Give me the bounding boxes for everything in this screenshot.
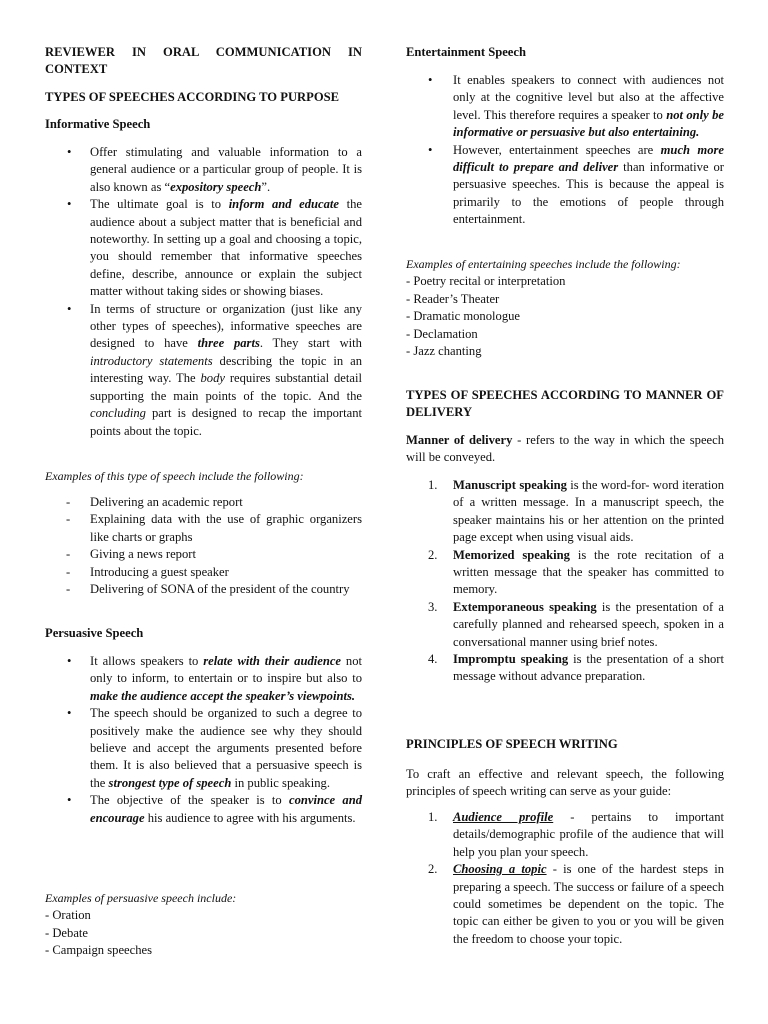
item-text: Delivering an academic report: [90, 495, 243, 509]
emphasized-text: introductory statements: [90, 353, 213, 368]
examples-label: [45, 468, 362, 485]
principles-intro: [406, 766, 724, 801]
title-text: REVIEWER IN ORAL COMMUNICATION IN CONTEXT: [45, 45, 362, 77]
purpose-heading: [45, 89, 362, 106]
informative-bullets: [45, 144, 362, 440]
text-run: It allows speakers to: [90, 654, 204, 668]
paragraph-text: [453, 548, 724, 597]
list-item: - Declamation: [406, 326, 478, 341]
number-marker: 1.: [428, 810, 438, 824]
heading-text: Persuasive Speech: [45, 626, 144, 640]
text-run: is the rote recitation of a written message that the speaker has committed to memory.: [453, 547, 725, 597]
emphasized-text: Impromptu speaking: [453, 652, 569, 667]
list-item: - Jazz chanting: [406, 344, 482, 359]
paragraph-text: [90, 793, 362, 824]
paragraph-text: [406, 766, 724, 801]
paragraph-text: [453, 862, 724, 946]
bullet-icon: •: [67, 654, 72, 668]
number-marker: 2.: [428, 862, 438, 877]
bullet-item: [406, 142, 724, 229]
bullet-item: [45, 144, 362, 196]
text-run: - refers to the way in which the speech will be conveyed.: [406, 433, 725, 465]
emphasized-text: concluding: [90, 406, 146, 421]
list-item: [406, 809, 724, 861]
emphasized-text: Choosing a topic: [453, 862, 547, 877]
bullet-icon: •: [67, 793, 72, 808]
informative-examples: [45, 494, 362, 598]
text-run: part is designed to recap the important points about the topic.: [90, 406, 362, 438]
principles-heading: [406, 736, 724, 753]
persuasive-examples: [45, 890, 362, 960]
bullet-icon: •: [428, 73, 433, 87]
number-marker: 4.: [428, 652, 438, 667]
heading-text: Informative Speech: [45, 117, 151, 131]
bullet-item: [406, 72, 724, 142]
text-run: is the word-for- word iteration of a written message. In a manuscript speech, the speaker maintains his or her attention on the printed page except when using visual aids.: [453, 478, 724, 545]
text-run: In terms of structure or organization (just like any other types of speeches), informative speeches are designed to have: [90, 301, 362, 351]
text-run: The objective of the speaker is to: [90, 793, 289, 808]
emphasized-text: Manner of delivery: [406, 433, 513, 447]
delivery-intro: [406, 432, 724, 467]
emphasized-text: expository speech: [170, 179, 262, 194]
paragraph-text: [453, 73, 724, 139]
delivery-list: [406, 477, 724, 686]
text-run: than informative or persuasive speeches. This is because the appeal is primarily to the emotions of people through entertainment.: [453, 160, 725, 227]
item-text: Delivering of SONA of the president of the country: [90, 582, 350, 597]
text-run: . They start with: [259, 336, 362, 351]
item-text: Explaining data with the use of graphic organizers like charts or graphs: [90, 512, 362, 544]
bullet-icon: •: [67, 706, 72, 721]
emphasized-text: Extemporaneous speaking: [453, 599, 597, 614]
dash-icon: -: [66, 512, 71, 527]
text-run: The ultimate goal is to: [90, 197, 229, 212]
list-item: [45, 581, 362, 598]
persuasive-bullets: [45, 653, 362, 827]
document-title: [45, 44, 362, 79]
list-item: - Poetry recital or interpretation: [406, 274, 566, 289]
emphasized-text: Memorized speaking: [453, 547, 570, 562]
paragraph-text: [453, 478, 724, 544]
entertainment-bullets: [406, 72, 724, 229]
item-text: Giving a news report: [90, 547, 196, 562]
emphasized-text: much more difficult to prepare and deliver: [453, 142, 724, 175]
bullet-item: [45, 653, 362, 705]
text-run: describing the topic in an interesting way. The: [90, 353, 363, 386]
heading-text: Entertainment Speech: [406, 45, 526, 59]
list-item: - Reader’s Theater: [406, 291, 500, 306]
emphasized-text: Audience profile: [453, 810, 554, 824]
paragraph-text: [453, 143, 724, 227]
delivery-heading: [406, 387, 724, 422]
emphasized-text: not only be informative or persuasive but also entertaining.: [453, 107, 725, 140]
persuasive-heading: [45, 625, 362, 642]
list-item: - Debate: [45, 925, 89, 940]
dash-icon: -: [66, 547, 71, 562]
paragraph-text: [90, 302, 362, 438]
dash-icon: -: [66, 495, 71, 509]
bullet-item: [45, 705, 362, 792]
number-marker: 3.: [428, 599, 438, 614]
list-item: [45, 546, 362, 563]
list-item: [45, 494, 362, 511]
emphasized-text: body: [200, 371, 225, 386]
examples-label-text: Examples of this type of speech include the following:: [45, 469, 304, 483]
text-run: The speech should be organized to such a degree to positively make the audience see why they should believe and accept the arguments presented before them. It is also believed that a persuasive speech is the: [90, 706, 362, 790]
text-run: requires substantial detail supporting the main points of the topic. And the: [90, 371, 362, 403]
emphasized-text: three parts: [197, 336, 260, 351]
list-item: [45, 511, 362, 546]
paragraph-text: [453, 600, 724, 649]
bullet-item: [45, 196, 362, 300]
text-run: - is one of the hardest steps in preparing a speech. The success or failure of a speech could sometimes be dependent on the topic. The topic can either be given to you or you will be given the freedom to choose your topic.: [453, 862, 724, 946]
list-item: - Oration: [45, 908, 91, 923]
paragraph-text: [90, 197, 362, 298]
text-run: his audience to agree with his arguments.: [144, 810, 356, 825]
paragraph-text: [90, 145, 362, 194]
list-item: [406, 547, 724, 599]
text-run: To craft an effective and relevant speech, the following principles of speech writing can serve as your guide:: [406, 767, 724, 799]
dash-icon: -: [66, 582, 71, 597]
emphasized-text: make the audience accept the speaker’s viewpoints.: [90, 688, 356, 703]
entertainment-heading: [406, 44, 724, 61]
number-marker: 1.: [428, 478, 438, 492]
examples-label-text: Examples of persuasive speech include:: [45, 891, 237, 905]
paragraph-text: [90, 654, 362, 703]
paragraph-text: [453, 810, 724, 859]
text-run: It enables speakers to connect with audiences not only at the cognitive level but also at the affective level. This therefore requires a speaker to: [453, 73, 724, 122]
emphasized-text: Manuscript speaking: [453, 478, 567, 492]
paragraph-text: [453, 652, 724, 683]
text-run: ”.: [261, 179, 271, 194]
list-item: [406, 477, 724, 547]
item-text: Introducing a guest speaker: [90, 564, 229, 579]
entertainment-examples: [406, 256, 724, 360]
dash-icon: -: [66, 564, 71, 579]
text-run: is the presentation of a carefully planned and rehearsed speech, spoken in a conversational manner using brief notes.: [453, 599, 724, 649]
list-item: [406, 861, 724, 948]
list-item: - Dramatic monologue: [406, 309, 521, 324]
text-run: is the presentation of a short message without advance preparation.: [453, 652, 724, 684]
list-item: [406, 599, 724, 651]
heading-text: TYPES OF SPEECHES ACCORDING TO MANNER OF DELIVERY: [406, 388, 724, 420]
bullet-item: [45, 792, 362, 827]
examples-label-text: Examples of entertaining speeches include the following:: [406, 257, 681, 271]
text-run: in public speaking.: [231, 775, 330, 790]
emphasized-text: relate with their audience: [203, 654, 342, 668]
bullet-icon: •: [67, 301, 72, 316]
heading-text: TYPES OF SPEECHES ACCORDING TO PURPOSE: [45, 90, 340, 104]
text-run: not only to inform, to entertain or to inspire but also to: [90, 654, 363, 686]
bullet-icon: •: [67, 145, 72, 159]
emphasized-text: convince and encourage: [90, 793, 362, 825]
text-run: - pertains to important details/demographic profile of the audience that will help you plan your speech.: [453, 810, 724, 859]
heading-text: PRINCIPLES OF SPEECH WRITING: [406, 737, 618, 751]
number-marker: 2.: [428, 547, 438, 562]
paragraph-text: [90, 706, 362, 790]
list-item: - Campaign speeches: [45, 943, 153, 958]
text-run: However, entertainment speeches are: [453, 142, 661, 157]
bullet-icon: •: [67, 197, 72, 212]
text-run: the audience about a subject matter that is beneficial and noteworthy. In setting up a goal and choosing a topic, you should remember that informative speeches define, describe, announce or explain the subject matter without taking sides or showing biases.: [90, 197, 363, 299]
principles-list: [406, 809, 724, 948]
text-run: Offer stimulating and valuable information to a general audience or a particular group of people. It is also known as “: [90, 145, 362, 194]
emphasized-text: strongest type of speech: [108, 775, 232, 790]
list-item: [45, 564, 362, 581]
list-item: [406, 651, 724, 686]
bullet-item: [45, 301, 362, 440]
informative-heading: [45, 116, 362, 133]
emphasized-text: inform and educate: [228, 197, 340, 212]
bullet-icon: •: [428, 142, 433, 157]
paragraph-text: [406, 432, 724, 467]
